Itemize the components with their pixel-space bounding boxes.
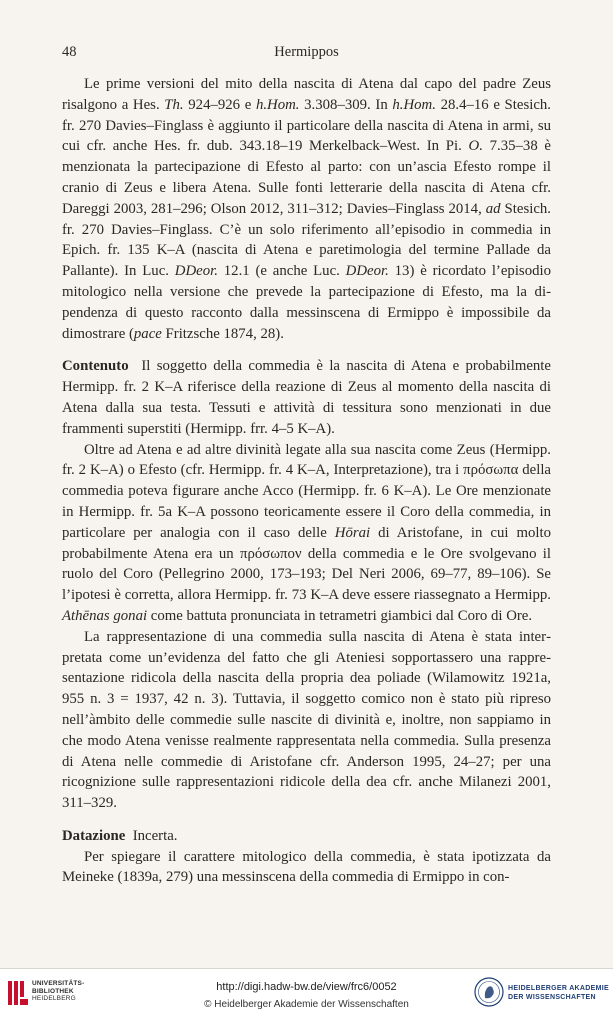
academy-seal-icon	[474, 977, 504, 1007]
page-number: 48	[62, 44, 77, 60]
section-label-contenuto: Contenuto	[62, 358, 129, 375]
copyright-notice: © Heidelberger Akademie der Wissenschaften	[204, 999, 409, 1010]
section-label-datazione: Datazione	[62, 827, 126, 844]
paragraph-myth-versions: Le prime versioni del mito della nascita di Atena dal capo del padre Zeus risalgono a Hes. Th. 924–926 e h.Hom. 3.308–309. In h.Hom. 28.4–16 e Stesich. fr. 270 Davies–Finglass è aggiunto il particolare della nascita di Atena in armi, su cui cfr. anche Hes. fr. dub. 343.18–19 Merkelback–West. In Pi. O. 7.35–38 è menzionata la partecipazione di Efesto al parto: con un’ascia Efesto rompe il cranio di Zeus e libera Atena. Sulle fonti letterarie della nascita di Atena cfr. Dareggi 2003, 281–296; Olson 2012, 311–312; Davies–Finglass 2014, ad Stesich. fr. 270 Davies–Finglass. C’è un solo riferimento all’episodio in commedia in Epich. fr. 135 K–A (nascita di Atena e paretimologia del termine Pallade da Pallante). In Luc. DDeor. 12.1 (e anche Luc. DDeor. 13) è ricordato l’episodio mitologico nella versione che prevede la partecipazione di Efesto, ma la dipendenza di questo racconto dalla messinscena di Ermippo è impossibile da dimostrare (pace Fritzsche 1874, 28).	[62, 76, 551, 342]
paragraph-characters: Oltre ad Atena e ad altre divinità legate alla sua nascita come Zeus (Hermipp. fr. 2 K–A) o Efesto (cfr. Hermipp. fr. 4 K–A, Interpretazione), tra i πρόσωπα della commedia poteva figurare anche Acco (Hermipp. fr. 6 K–A). Le Ore menzionate in Hermipp. fr. 5a K–A possono teoricamente essere il Coro della commedia, in particolare per analogia con il caso delle Hōrai di Aristofane, in cui molto probabilmente Atena era un πρόσωπον della commedia e le Ore svolgevano il ruolo del Coro (Pellegrino 2000, 173–193; Del Neri 2006, 69–77, 89–106). Se l’ipotesi è corretta, allora Hermipp. fr. 73 K–A deve essere riassegnato a Hermipp. Athēnas gonai come battuta pronunciata in tetrametri giambici dal Coro di Ore.	[62, 441, 551, 624]
university-library-name: UNIVERSITÄTS- BIBLIOTHEK HEIDELBERG	[32, 980, 85, 1002]
body-text	[62, 74, 551, 888]
running-title: Hermippos	[274, 44, 339, 60]
paragraph-mythological-character: Per spiegare il carattere mitologico della commedia, è stata ipotizzata da Meineke (1839a, 279) una messinscena della commedia di Ermippo in con-	[62, 848, 551, 886]
section-contenuto: Contenuto Il soggetto della commedia è la nascita di Atena e probabilmente Hermipp. fr. 2 K–A riferisce della reazione di Zeus al momento della nascita di Atena dalla sua testa. Tessuti e attività di tessitura sono menzionati in due frammenti superstiti (Hermipp. frr. 4–5 K–A).	[62, 358, 551, 437]
footer-bar	[0, 968, 613, 1017]
section-datazione: Datazione Incerta.	[62, 827, 178, 844]
academy-name: HEIDELBERGER AKADEMIE DER WISSENSCHAFTEN	[508, 985, 609, 1001]
digital-copy-link[interactable]: http://digi.hadw-bw.de/view/frc6/0052	[216, 981, 397, 993]
paragraph-representation: La rappresentazione di una commedia sulla nascita di Atena è stata interpretata come un’evidenza del fatto che gli Ateniesi sopportassero una rappresentazione ridicola della nascita della propria dea poliade (Wilamowitz 1921a, 955 n. 3 = 1937, 42 n. 3). Tuttavia, il soggetto comico non è stato più ripreso nell’àmbito delle commedie sulle nascite di divinità e, inoltre, non sappiamo in che modo Atena venisse realmente rappresentata nella commedia. Sulla presenza di Atena nelle commedie di Aristofane cfr. Anderson 1995, 24–27; per una ricognizione sulle rappresentazioni ridicole della dea cfr. anche Milanezi 2001, 311–329.	[62, 628, 551, 812]
